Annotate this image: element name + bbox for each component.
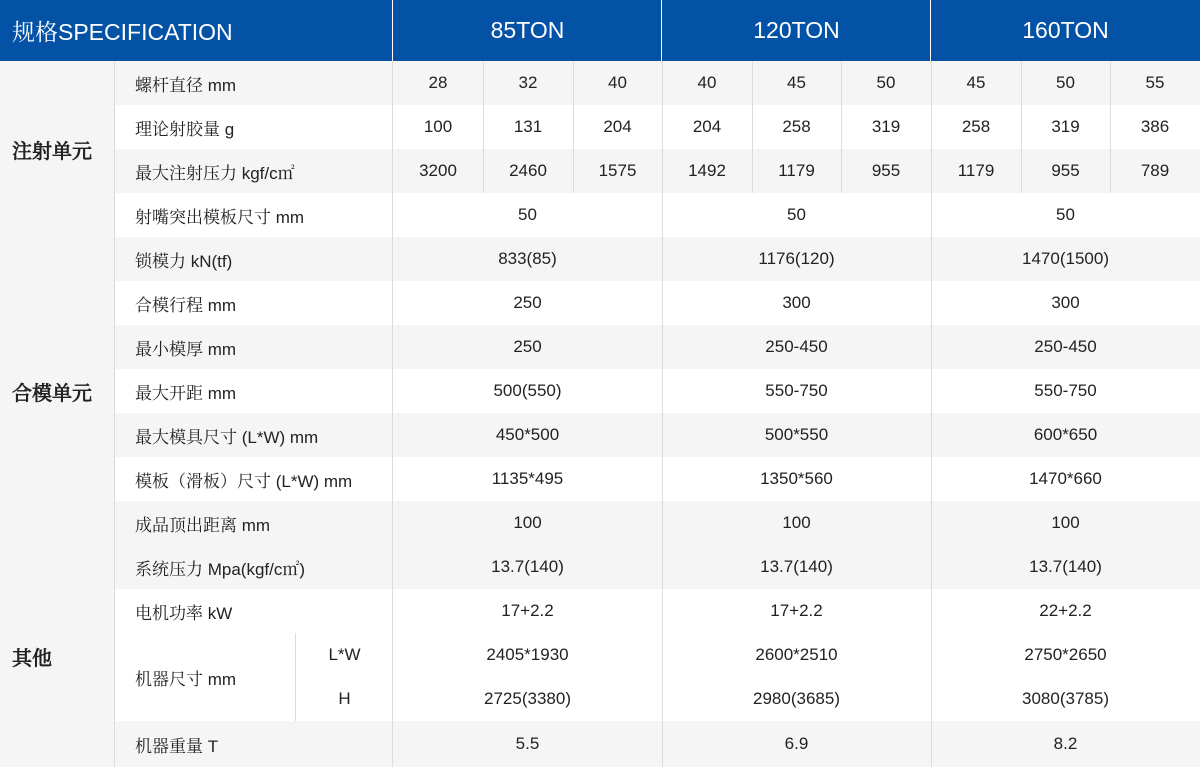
divider xyxy=(114,61,115,237)
value-cell: 955 xyxy=(841,149,931,193)
value-cell: 1492 xyxy=(662,149,752,193)
value-cell: 319 xyxy=(841,105,931,149)
value-cell: 40 xyxy=(573,61,662,105)
value-cell: 789 xyxy=(1110,149,1200,193)
divider xyxy=(392,61,393,105)
row-label-machine-size: 机器尺寸 mm xyxy=(115,633,296,721)
divider xyxy=(662,369,663,413)
divider xyxy=(930,0,931,61)
divider xyxy=(392,149,393,193)
divider xyxy=(662,545,663,589)
value-cell: 2405*1930 xyxy=(393,633,662,677)
row-label: 锁模力 kN(tf) xyxy=(115,237,393,281)
value-cell: 1135*495 xyxy=(393,457,662,501)
value-cell: 250 xyxy=(393,325,662,369)
value-cell: 300 xyxy=(662,281,931,325)
value-cell: 600*650 xyxy=(931,413,1200,457)
divider xyxy=(931,457,932,501)
divider xyxy=(931,721,932,767)
divider xyxy=(392,0,393,61)
value-cell: 955 xyxy=(1021,149,1110,193)
divider xyxy=(1110,61,1111,105)
value-cell: 300 xyxy=(931,281,1200,325)
divider xyxy=(662,281,663,325)
value-cell: 17+2.2 xyxy=(662,589,931,633)
divider xyxy=(1021,61,1022,105)
divider xyxy=(841,149,842,193)
divider xyxy=(1110,105,1111,149)
row-label: 系统压力 Mpa(kgf/c㎡) xyxy=(115,545,393,589)
divider xyxy=(662,413,663,457)
divider xyxy=(841,61,842,105)
divider xyxy=(392,369,393,413)
divider xyxy=(662,325,663,369)
divider xyxy=(662,721,663,767)
divider xyxy=(392,589,393,633)
divider xyxy=(841,105,842,149)
divider xyxy=(392,237,393,281)
divider xyxy=(392,545,393,589)
value-cell: 8.2 xyxy=(931,721,1200,767)
row-label: 最大开距 mm xyxy=(115,369,393,413)
divider xyxy=(662,677,663,721)
value-cell: 55 xyxy=(1110,61,1200,105)
divider xyxy=(662,149,663,193)
value-cell: 22+2.2 xyxy=(931,589,1200,633)
value-cell: 258 xyxy=(752,105,841,149)
row-label: 机器重量 T xyxy=(115,721,393,767)
divider xyxy=(483,61,484,105)
divider xyxy=(662,633,663,677)
divider xyxy=(573,61,574,105)
value-cell: 50 xyxy=(393,193,662,237)
divider xyxy=(573,105,574,149)
divider xyxy=(392,413,393,457)
value-cell: 50 xyxy=(841,61,931,105)
sub-row-label: L*W xyxy=(296,633,393,677)
value-cell: 250 xyxy=(393,281,662,325)
section-title-injection: 注射单元 xyxy=(0,61,115,237)
value-cell: 6.9 xyxy=(662,721,931,767)
row-label: 最大模具尺寸 (L*W) mm xyxy=(115,413,393,457)
section-title-others: 其他 xyxy=(0,545,115,767)
divider xyxy=(931,589,932,633)
divider xyxy=(114,545,115,767)
value-cell: 2750*2650 xyxy=(931,633,1200,677)
row-label: 电机功率 kW xyxy=(115,589,393,633)
value-cell: 550-750 xyxy=(662,369,931,413)
divider xyxy=(114,237,115,545)
row-label: 模板（滑板）尺寸 (L*W) mm xyxy=(115,457,393,501)
value-cell: 17+2.2 xyxy=(393,589,662,633)
row-label: 理论射胶量 g xyxy=(115,105,393,149)
divider xyxy=(662,193,663,237)
divider xyxy=(662,61,663,105)
divider xyxy=(392,633,393,721)
divider xyxy=(661,0,662,61)
value-cell: 13.7(140) xyxy=(662,545,931,589)
value-cell: 50 xyxy=(662,193,931,237)
value-cell: 550-750 xyxy=(931,369,1200,413)
value-cell: 28 xyxy=(393,61,483,105)
divider xyxy=(662,237,663,281)
value-cell: 100 xyxy=(393,105,483,149)
model-header: 85TON xyxy=(393,0,662,61)
value-cell: 204 xyxy=(573,105,662,149)
row-label: 螺杆直径 mm xyxy=(115,61,393,105)
value-cell: 1470(1500) xyxy=(931,237,1200,281)
divider xyxy=(931,281,932,325)
divider xyxy=(483,105,484,149)
value-cell: 1350*560 xyxy=(662,457,931,501)
value-cell: 1176(120) xyxy=(662,237,931,281)
value-cell: 1179 xyxy=(752,149,841,193)
value-cell: 250-450 xyxy=(931,325,1200,369)
value-cell: 45 xyxy=(752,61,841,105)
divider xyxy=(931,325,932,369)
value-cell: 2460 xyxy=(483,149,573,193)
value-cell: 50 xyxy=(1021,61,1110,105)
value-cell: 1470*660 xyxy=(931,457,1200,501)
divider xyxy=(931,237,932,281)
divider xyxy=(931,61,932,105)
value-cell: 450*500 xyxy=(393,413,662,457)
row-label: 最小模厚 mm xyxy=(115,325,393,369)
divider xyxy=(392,105,393,149)
row-label: 合模行程 mm xyxy=(115,281,393,325)
divider xyxy=(931,633,932,677)
divider xyxy=(662,105,663,149)
divider xyxy=(752,149,753,193)
value-cell: 500(550) xyxy=(393,369,662,413)
divider xyxy=(662,501,663,545)
divider xyxy=(931,413,932,457)
value-cell: 319 xyxy=(1021,105,1110,149)
value-cell: 500*550 xyxy=(662,413,931,457)
value-cell: 386 xyxy=(1110,105,1200,149)
section-title-clamping: 合模单元 xyxy=(0,237,115,545)
divider xyxy=(483,149,484,193)
divider xyxy=(392,281,393,325)
divider xyxy=(931,105,932,149)
divider xyxy=(1110,149,1111,193)
divider xyxy=(662,589,663,633)
divider xyxy=(752,105,753,149)
value-cell: 13.7(140) xyxy=(393,545,662,589)
divider xyxy=(392,325,393,369)
value-cell: 3200 xyxy=(393,149,483,193)
divider xyxy=(1021,149,1022,193)
value-cell: 2980(3685) xyxy=(662,677,931,721)
model-header: 120TON xyxy=(662,0,931,61)
value-cell: 250-450 xyxy=(662,325,931,369)
value-cell: 100 xyxy=(393,501,662,545)
value-cell: 100 xyxy=(662,501,931,545)
value-cell: 40 xyxy=(662,61,752,105)
divider xyxy=(931,193,932,237)
value-cell: 1575 xyxy=(573,149,662,193)
divider xyxy=(392,193,393,237)
value-cell: 258 xyxy=(931,105,1021,149)
divider xyxy=(295,633,296,721)
value-cell: 204 xyxy=(662,105,752,149)
divider xyxy=(392,457,393,501)
divider xyxy=(662,457,663,501)
divider xyxy=(573,149,574,193)
divider xyxy=(931,501,932,545)
divider xyxy=(931,677,932,721)
value-cell: 2725(3380) xyxy=(393,677,662,721)
value-cell: 5.5 xyxy=(393,721,662,767)
value-cell: 2600*2510 xyxy=(662,633,931,677)
divider xyxy=(1021,105,1022,149)
value-cell: 1179 xyxy=(931,149,1021,193)
divider xyxy=(931,545,932,589)
row-label: 射嘴突出模板尺寸 mm xyxy=(115,193,393,237)
divider xyxy=(752,61,753,105)
divider xyxy=(392,721,393,767)
value-cell: 32 xyxy=(483,61,573,105)
sub-row-label: H xyxy=(296,677,393,721)
value-cell: 45 xyxy=(931,61,1021,105)
value-cell: 13.7(140) xyxy=(931,545,1200,589)
divider xyxy=(392,501,393,545)
value-cell: 3080(3785) xyxy=(931,677,1200,721)
row-label: 成品顶出距离 mm xyxy=(115,501,393,545)
divider xyxy=(931,369,932,413)
value-cell: 100 xyxy=(931,501,1200,545)
value-cell: 50 xyxy=(931,193,1200,237)
divider xyxy=(931,149,932,193)
value-cell: 131 xyxy=(483,105,573,149)
model-header: 160TON xyxy=(931,0,1200,61)
value-cell: 833(85) xyxy=(393,237,662,281)
row-label: 最大注射压力 kgf/c㎡ xyxy=(115,149,393,193)
spec-header-label: 规格SPECIFICATION xyxy=(0,0,393,61)
